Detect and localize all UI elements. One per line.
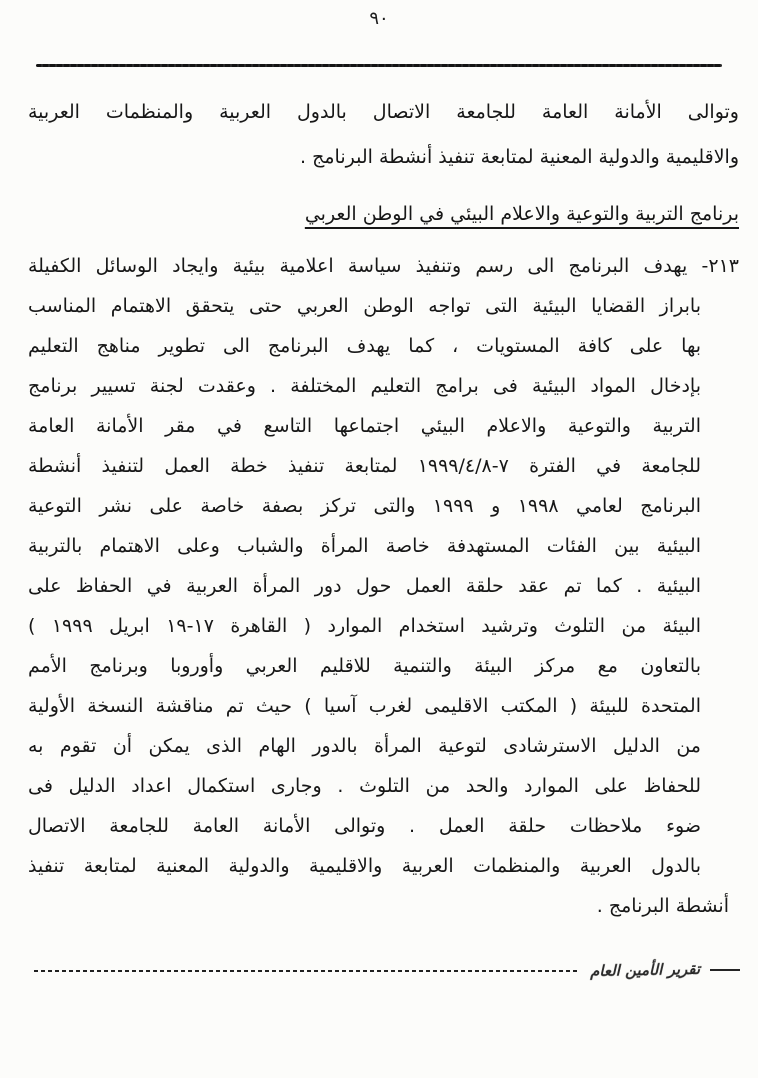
text-line: من الدليل الاسترشادى لتوعية المرأة بالدور الهام الذى يمكن أن تقوم به xyxy=(28,735,701,757)
text-line: بالتعاون مع مركز البيئة والتنمية للاقليم العربي وأوروبا وبرنامج الأمم xyxy=(28,655,701,677)
header-rule xyxy=(36,64,722,67)
footer-dash xyxy=(710,969,740,971)
text-line: للحفاظ على الموارد والحد من التلوث . وجارى استكمال اعداد الدليل فى xyxy=(28,775,701,797)
text-line: البرنامج لعامي ١٩٩٨ و ١٩٩٩ والتى تركز بصفة خاصة على نشر التوعية xyxy=(28,495,702,517)
text-line: للجامعة في الفترة ٧-٨‏/٤‏/١٩٩٩ لمتابعة تنفيذ خطة العمل لتنفيذ أنشطة xyxy=(28,455,701,477)
page-number: ٩٠ xyxy=(369,8,389,29)
text-line: ضوء ملاحظات حلقة العمل . وتوالى الأمانة العامة للجامعة الاتصال xyxy=(28,815,701,837)
section-heading-text: برنامج التربية والتوعية والاعلام البيئي في الوطن العربي xyxy=(304,203,739,225)
text-line: البيئية بين الفئات المستهدفة خاصة المرأة والشباب وعلى الاهتمام بالتربية xyxy=(28,535,701,557)
text-line: المتحدة للبيئة ( المكتب الاقليمى لغرب آسيا ) حيث تم مناقشة النسخة الأولية xyxy=(28,695,701,717)
text-line: بابراز القضايا البيئية التى تواجه الوطن العربي حتى يتحقق الاهتمام المناسب xyxy=(28,295,701,317)
text-line: بالدول العربية والمنظمات العربية والاقليمية والدولية المعنية لمتابعة تنفيذ xyxy=(28,855,701,877)
intro-paragraph xyxy=(28,90,739,180)
paragraph-213 xyxy=(28,246,739,926)
footer-rule xyxy=(34,970,580,972)
footer-note: تقرير الأمين العام xyxy=(589,959,701,981)
text-line: أنشطة البرنامج . xyxy=(596,895,729,917)
text-line: التربية والتوعية والاعلام البيئي اجتماعها التاسع في مقر الأمانة العامة xyxy=(28,415,701,437)
text-line: بها على كافة المستويات ، كما يهدف البرنامج الى تطوير مناهج التعليم xyxy=(28,335,701,357)
section-heading xyxy=(28,198,739,230)
text-line: البيئة من التلوث وترشيد استخدام الموارد ( القاهرة ١٧-١٩ ابريل ١٩٩٩ ) xyxy=(28,615,701,637)
text-line: ٢١٣- يهدف البرنامج الى رسم وتنفيذ سياسة اعلامية بيئية وايجاد الوسائل الكفيلة xyxy=(28,255,739,277)
footer xyxy=(34,950,740,990)
text-line: بإدخال المواد البيئية فى برامج التعليم المختلفة . وعقدت لجنة تسيير برنامج xyxy=(28,375,701,397)
text-line: البيئية . كما تم عقد حلقة العمل حول دور المرأة العربية في الحفاظ على xyxy=(28,575,701,597)
text-line: والاقليمية والدولية المعنية لمتابعة تنفيذ أنشطة البرنامج . xyxy=(300,146,739,168)
text-line: وتوالى الأمانة العامة للجامعة الاتصال بالدول العربية والمنظمات العربية xyxy=(28,101,739,123)
